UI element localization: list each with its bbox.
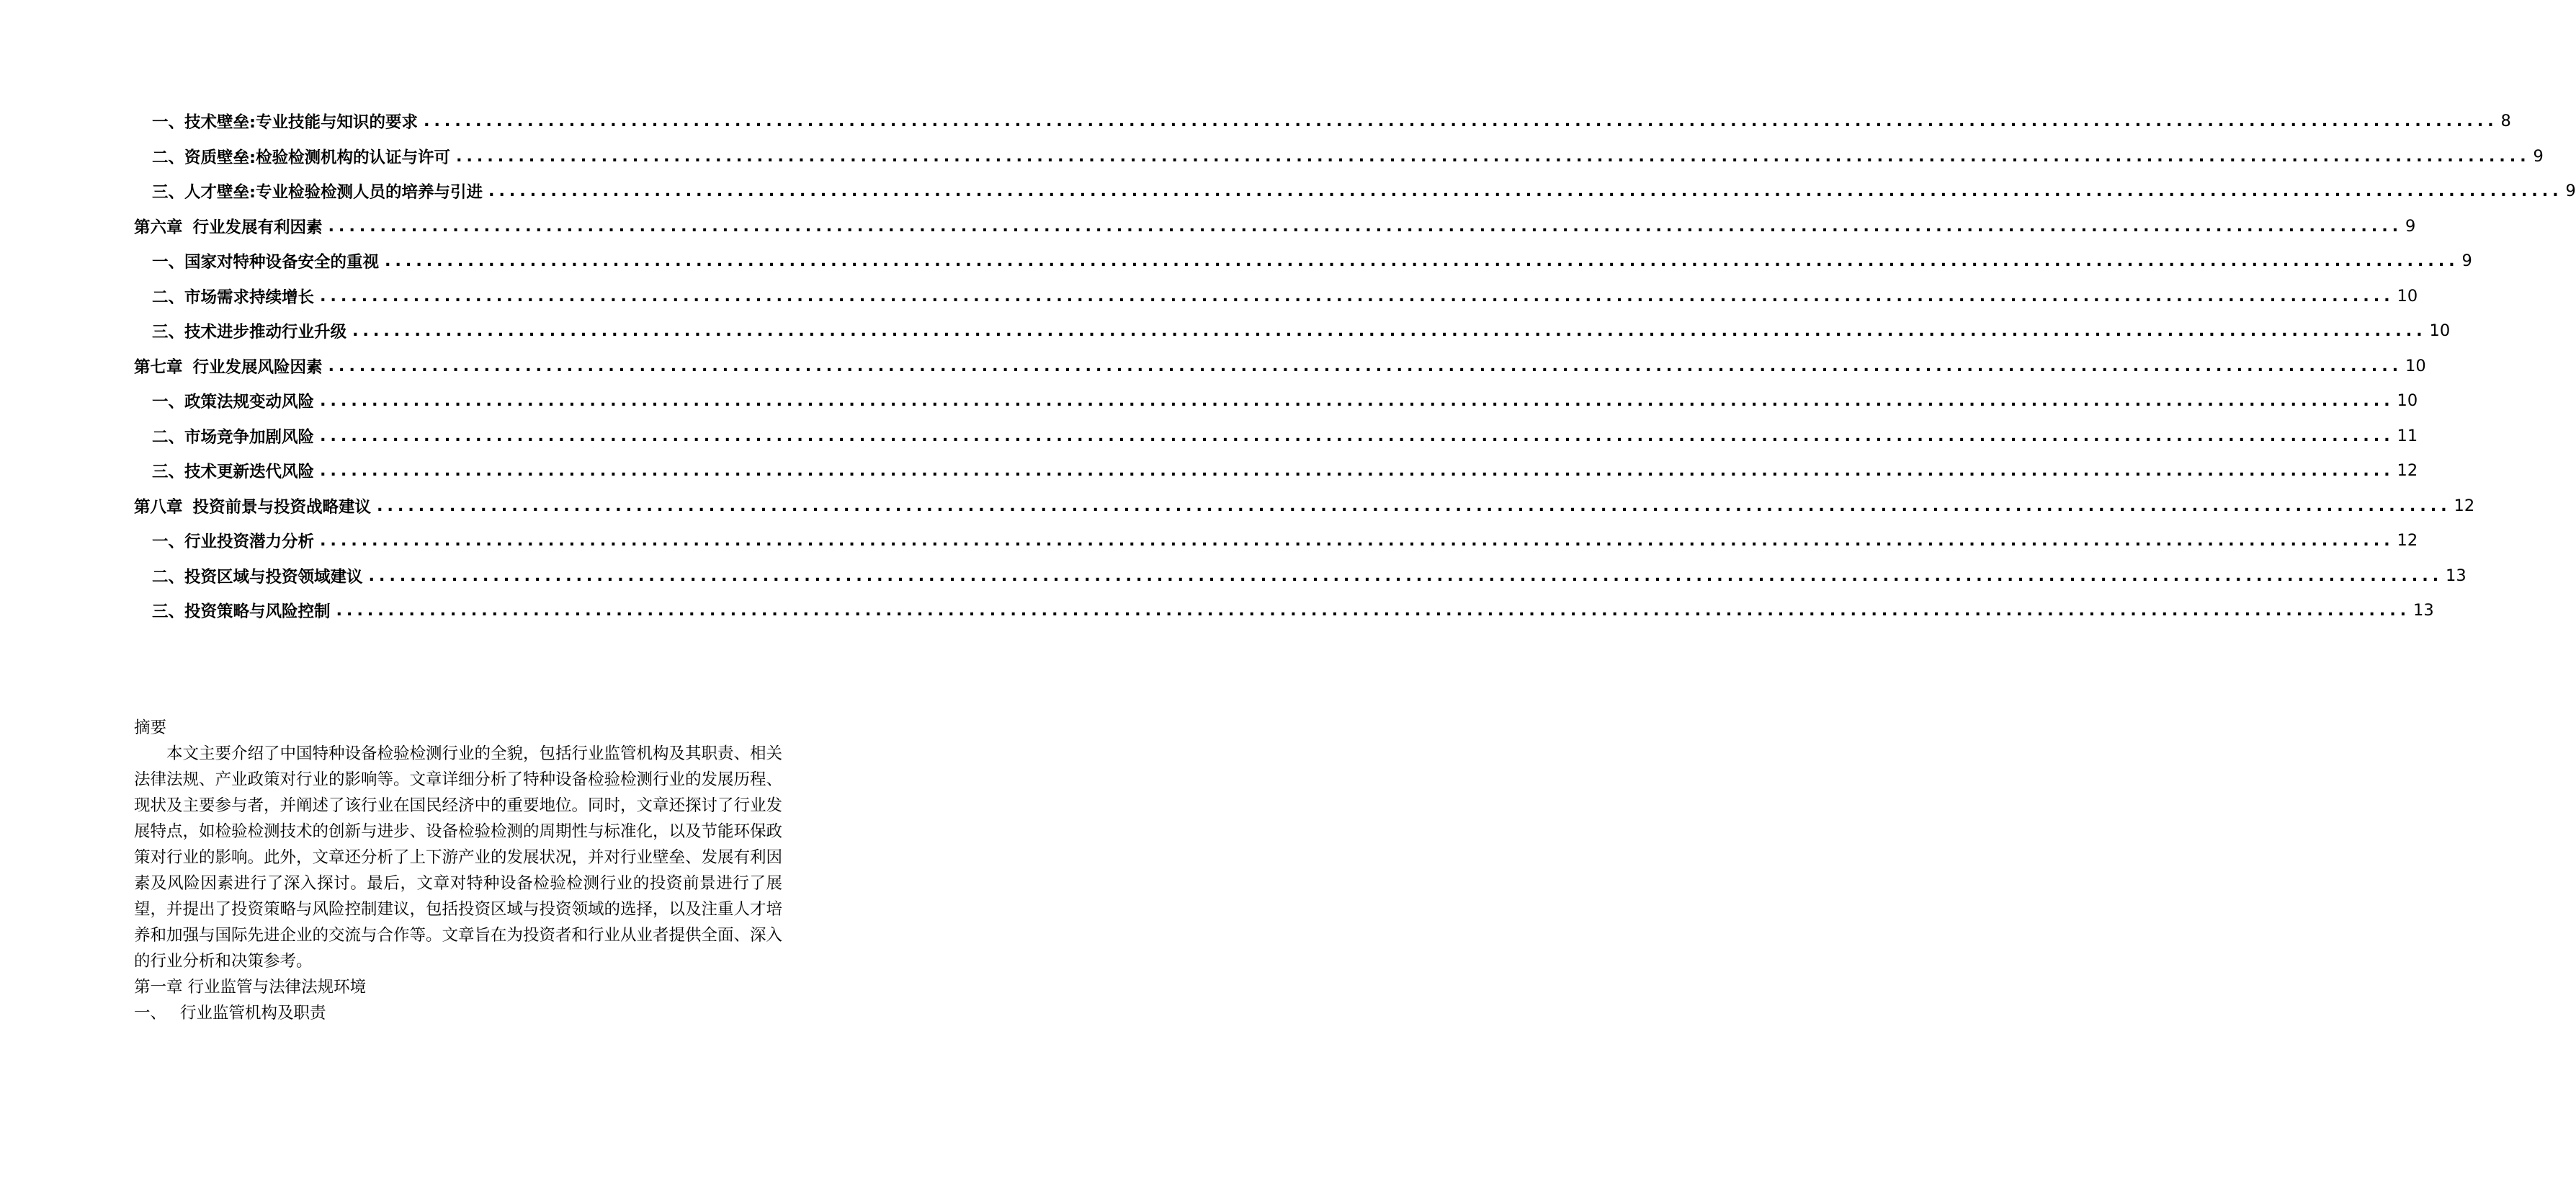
toc-entry-title: 投资策略与风险控制 bbox=[184, 602, 331, 622]
toc-entry-title: 政策法规变动风险 bbox=[184, 393, 315, 412]
section-number: 一、 bbox=[134, 1004, 167, 1023]
toc-dot-leader: ........................................................................................................................................................................................................ bbox=[385, 251, 2459, 271]
toc-entry-number: 一、 bbox=[152, 253, 185, 272]
toc-dot-leader: ........................................................................................................................................................................................................ bbox=[320, 461, 2394, 481]
toc-dot-leader: ........................................................................................................................................................................................................ bbox=[328, 356, 2403, 375]
toc-entry[interactable] bbox=[134, 593, 2434, 628]
toc-entry-page: 12 bbox=[2397, 531, 2418, 551]
toc-entry[interactable] bbox=[134, 419, 2418, 454]
toc-dot-leader: ........................................................................................................................................................................................................ bbox=[456, 146, 2531, 166]
toc-entry-title: 市场竞争加剧风险 bbox=[184, 427, 315, 447]
toc-entry[interactable] bbox=[134, 139, 2544, 174]
toc-entry-number: 二、 bbox=[152, 288, 185, 307]
toc-entry[interactable] bbox=[134, 523, 2418, 558]
toc-entry-number: 一、 bbox=[152, 533, 185, 552]
toc-entry-page: 10 bbox=[2429, 321, 2451, 341]
abstract-heading: 摘要 bbox=[134, 718, 167, 737]
toc-entry-title: 国家对特种设备安全的重视 bbox=[184, 253, 380, 272]
toc-entry-title: 行业发展风险因素 bbox=[192, 357, 323, 377]
toc-entry-title: 资质壁垒:检验检测机构的认证与许可 bbox=[184, 148, 451, 167]
toc-entry-number: 第六章 bbox=[134, 218, 183, 237]
toc-entry-title: 人才壁垒:专业检验检测人员的培养与引进 bbox=[184, 183, 483, 202]
chapter-title: 行业监管与法律法规环境 bbox=[187, 978, 367, 997]
toc-entry-number: 二、 bbox=[152, 567, 185, 587]
toc-dot-leader: ........................................................................................................................................................................................................ bbox=[488, 182, 2563, 201]
toc-dot-leader: ........................................................................................................................................................................................................ bbox=[320, 391, 2394, 411]
toc-entry-page: 10 bbox=[2405, 356, 2426, 375]
toc-entry-title: 市场需求持续增长 bbox=[184, 288, 315, 307]
toc-chapter-entry[interactable] bbox=[134, 489, 2475, 524]
toc-dot-leader: ........................................................................................................................................................................................................ bbox=[368, 566, 2443, 585]
toc-dot-leader: ........................................................................................................................................................................................................ bbox=[377, 496, 2451, 515]
toc-entry[interactable] bbox=[134, 174, 2576, 209]
toc-chapter-entry[interactable] bbox=[134, 209, 2416, 244]
chapter-number: 第一章 bbox=[134, 978, 183, 997]
toc-entry-page: 9 bbox=[2533, 146, 2544, 166]
section-heading bbox=[134, 1000, 782, 1026]
toc-entry-number: 三、 bbox=[152, 323, 185, 342]
toc-entry-number: 一、 bbox=[152, 393, 185, 412]
toc-entry-title: 技术更新迭代风险 bbox=[184, 463, 315, 482]
toc-entry-number: 一、 bbox=[152, 113, 185, 133]
toc-entry-page: 9 bbox=[2565, 182, 2576, 201]
toc-entry-number: 三、 bbox=[152, 602, 185, 622]
toc-entry-page: 12 bbox=[2397, 461, 2418, 481]
toc-chapter-entry[interactable] bbox=[134, 349, 2426, 384]
toc-entry-page: 8 bbox=[2500, 112, 2511, 131]
toc-entry[interactable] bbox=[134, 244, 2472, 279]
toc-entry-title: 行业投资潜力分析 bbox=[184, 533, 315, 552]
section-title: 行业监管机构及职责 bbox=[180, 1004, 326, 1023]
toc-dot-leader: ........................................................................................................................................................................................................ bbox=[320, 531, 2394, 551]
toc-entry-number: 二、 bbox=[152, 427, 185, 447]
toc-entry-title: 行业发展有利因素 bbox=[192, 218, 323, 237]
toc-entry-page: 13 bbox=[2413, 601, 2434, 620]
toc-dot-leader: ........................................................................................................................................................................................................ bbox=[328, 216, 2403, 236]
toc-dot-leader: ........................................................................................................................................................................................................ bbox=[320, 426, 2394, 445]
abstract-paragraph: 本文主要介绍了中国特种设备检验检测行业的全貌，包括行业监管机构及其职责、相关法律法规、产业政策对行业的影响等。文章详细分析了特种设备检验检测行业的发展历程、现状及主要参与者，并阐述了该行业在国民经济中的重要地位。同时，文章还探讨了行业发展特点，如检验检测技术的创新与进步、设备检验检测的周期性与标准化，以及节能环保政策对行业的影响。此外，文章还分析了上下游产业的发展状况，并对行业壁垒、发展有利因素及风险因素进行了深入探讨。最后，文章对特种设备检验检测行业的投资前景进行了展望，并提出了投资策略与风险控制建议，包括投资区域与投资领域的选择，以及注重人才培养和加强与国际先进企业的交流与合作等。文章旨在为投资者和行业从业者提供全面、深入的行业分析和决策参考。 bbox=[134, 744, 783, 971]
toc-entry[interactable] bbox=[134, 453, 2418, 489]
chapter-heading bbox=[134, 974, 782, 1000]
toc-entry-number: 第七章 bbox=[134, 357, 183, 377]
toc-entry-title: 投资前景与投资战略建议 bbox=[192, 497, 372, 517]
document-body bbox=[134, 715, 782, 1026]
toc-entry-title: 技术进步推动行业升级 bbox=[184, 323, 347, 342]
toc-entry-title: 技术壁垒:专业技能与知识的要求 bbox=[184, 113, 419, 133]
toc-entry-number: 三、 bbox=[152, 183, 185, 202]
table-of-contents bbox=[134, 104, 2576, 628]
toc-entry-number: 二、 bbox=[152, 148, 185, 167]
toc-dot-leader: ........................................................................................................................................................................................................ bbox=[320, 286, 2394, 306]
toc-entry[interactable] bbox=[134, 383, 2418, 419]
toc-dot-leader: ........................................................................................................................................................................................................ bbox=[352, 321, 2427, 341]
toc-entry-number: 三、 bbox=[152, 463, 185, 482]
toc-entry-page: 9 bbox=[2405, 216, 2416, 236]
toc-entry[interactable] bbox=[134, 279, 2418, 314]
toc-dot-leader: ........................................................................................................................................................................................................ bbox=[336, 601, 2411, 620]
toc-entry-page: 11 bbox=[2397, 426, 2418, 445]
toc-entry-page: 9 bbox=[2461, 251, 2472, 271]
toc-entry[interactable] bbox=[134, 313, 2451, 349]
toc-entry-page: 12 bbox=[2454, 496, 2475, 515]
toc-entry-title: 投资区域与投资领域建议 bbox=[184, 567, 363, 587]
toc-entry-page: 10 bbox=[2397, 391, 2418, 411]
toc-entry[interactable] bbox=[134, 104, 2511, 139]
toc-entry-page: 10 bbox=[2397, 286, 2418, 306]
toc-entry-number: 第八章 bbox=[134, 497, 183, 517]
toc-dot-leader: ........................................................................................................................................................................................................ bbox=[424, 112, 2498, 131]
toc-entry-page: 13 bbox=[2446, 566, 2467, 585]
toc-entry[interactable] bbox=[134, 558, 2467, 594]
